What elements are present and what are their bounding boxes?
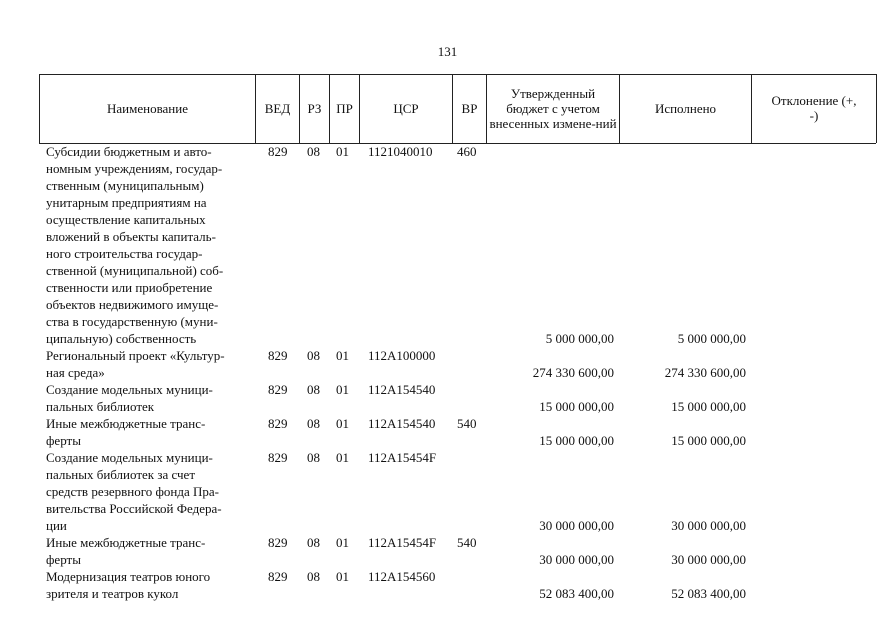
row-csr: 112A15454F [368,535,437,550]
row-name-line: ципальную) собственность [46,331,197,346]
row-ved: 829 [268,569,288,584]
row-ved: 829 [268,348,288,363]
row-name-line: Создание модельных муници- [46,450,213,465]
row-rz: 08 [307,382,320,397]
row-ved: 829 [268,144,288,159]
row-csr: 112A154540 [368,416,436,431]
row-name-line: номным учреждениям, государ- [46,161,223,176]
row-name [46,534,250,568]
row-name-line: Иные межбюджетные транс- [46,416,206,431]
row-csr: 112A100000 [368,348,436,363]
row-vr: 540 [457,535,477,550]
row-budget: 30 000 000,00 [539,552,614,567]
row-rz: 08 [307,450,320,465]
row-budget: 30 000 000,00 [539,518,614,533]
row-name-line: вительства Российской Федера- [46,501,222,516]
row-name-line: Создание модельных муници- [46,382,213,397]
row-name-line: ственным (муниципальным) [46,178,204,193]
row-pr: 01 [336,535,349,550]
row-executed: 15 000 000,00 [671,399,746,414]
row-executed: 52 083 400,00 [671,586,746,601]
row-executed: 15 000 000,00 [671,433,746,448]
row-ved: 829 [268,535,288,550]
row-vr: 540 [457,416,477,431]
row-name-line: ферты [46,433,81,448]
row-name [46,381,250,415]
row-name-line: пальных библиотек за счет [46,467,196,482]
header-csr: ЦСР [393,100,419,116]
row-ved: 829 [268,382,288,397]
header-deviation: Отклонение (+, -) [771,93,857,123]
row-pr: 01 [336,382,349,397]
row-name-line: зрителя и театров кукол [46,586,179,601]
row-pr: 01 [336,450,349,465]
page-number: 131 [437,44,458,59]
row-name-line: Региональный проект «Культур- [46,348,225,363]
row-name [46,449,250,534]
row-executed: 5 000 000,00 [677,331,746,346]
row-rz: 08 [307,535,320,550]
header-ved: ВЕД [264,100,291,116]
row-name-line: пальных библиотек [46,399,155,414]
row-ved: 829 [268,416,288,431]
row-pr: 01 [336,348,349,363]
row-name-line: ная среда» [46,365,105,380]
row-name [46,347,250,381]
row-name-line: унитарным предприятиям на [46,195,207,210]
header-divider [751,74,752,143]
row-name-line: ственной (муниципальной) соб- [46,263,224,278]
row-name-line: объектов недвижимого имуще- [46,297,219,312]
row-rz: 08 [307,348,320,363]
row-executed: 30 000 000,00 [671,552,746,567]
row-name-line: Субсидии бюджетным и авто- [46,144,212,159]
row-pr: 01 [336,569,349,584]
row-budget: 15 000 000,00 [539,399,614,414]
row-name [46,415,250,449]
header-executed: Исполнено [654,100,717,116]
header-budget: Утвержденный бюджет с учетом внесенных измене-ний [489,85,617,131]
row-name-line: ного строительства государ- [46,246,203,261]
row-executed: 30 000 000,00 [671,518,746,533]
row-csr: 112A15454F [368,450,437,465]
row-name [46,143,250,347]
header-divider [486,74,487,143]
row-name-line: ства в государственную (муни- [46,314,218,329]
row-vr: 460 [457,144,477,159]
header-vr: ВР [461,100,478,116]
header-rz: РЗ [307,100,322,116]
row-pr: 01 [336,416,349,431]
header-name: Наименование [107,100,188,116]
header-divider [876,74,877,143]
row-name-line: ственности или приобретение [46,280,213,295]
row-budget: 15 000 000,00 [539,433,614,448]
row-rz: 08 [307,416,320,431]
row-name-line: средств резервного фонда Пра- [46,484,220,499]
row-budget: 52 083 400,00 [539,586,614,601]
row-budget: 5 000 000,00 [545,331,614,346]
row-rz: 08 [307,569,320,584]
header-pr: ПР [336,100,353,116]
row-name [46,568,250,602]
row-rz: 08 [307,144,320,159]
row-name-line: Иные межбюджетные транс- [46,535,206,550]
row-csr: 1121040010 [368,144,433,159]
row-executed: 274 330 600,00 [664,365,746,380]
row-name-line: ферты [46,552,81,567]
row-name-line: ции [46,518,67,533]
row-name-line: Модернизация театров юного [46,569,211,584]
row-csr: 112A154560 [368,569,436,584]
row-csr: 112A154540 [368,382,436,397]
row-name-line: осуществление капитальных [46,212,206,227]
row-name-line: вложений в объекты капиталь- [46,229,216,244]
row-pr: 01 [336,144,349,159]
row-ved: 829 [268,450,288,465]
row-budget: 274 330 600,00 [532,365,614,380]
